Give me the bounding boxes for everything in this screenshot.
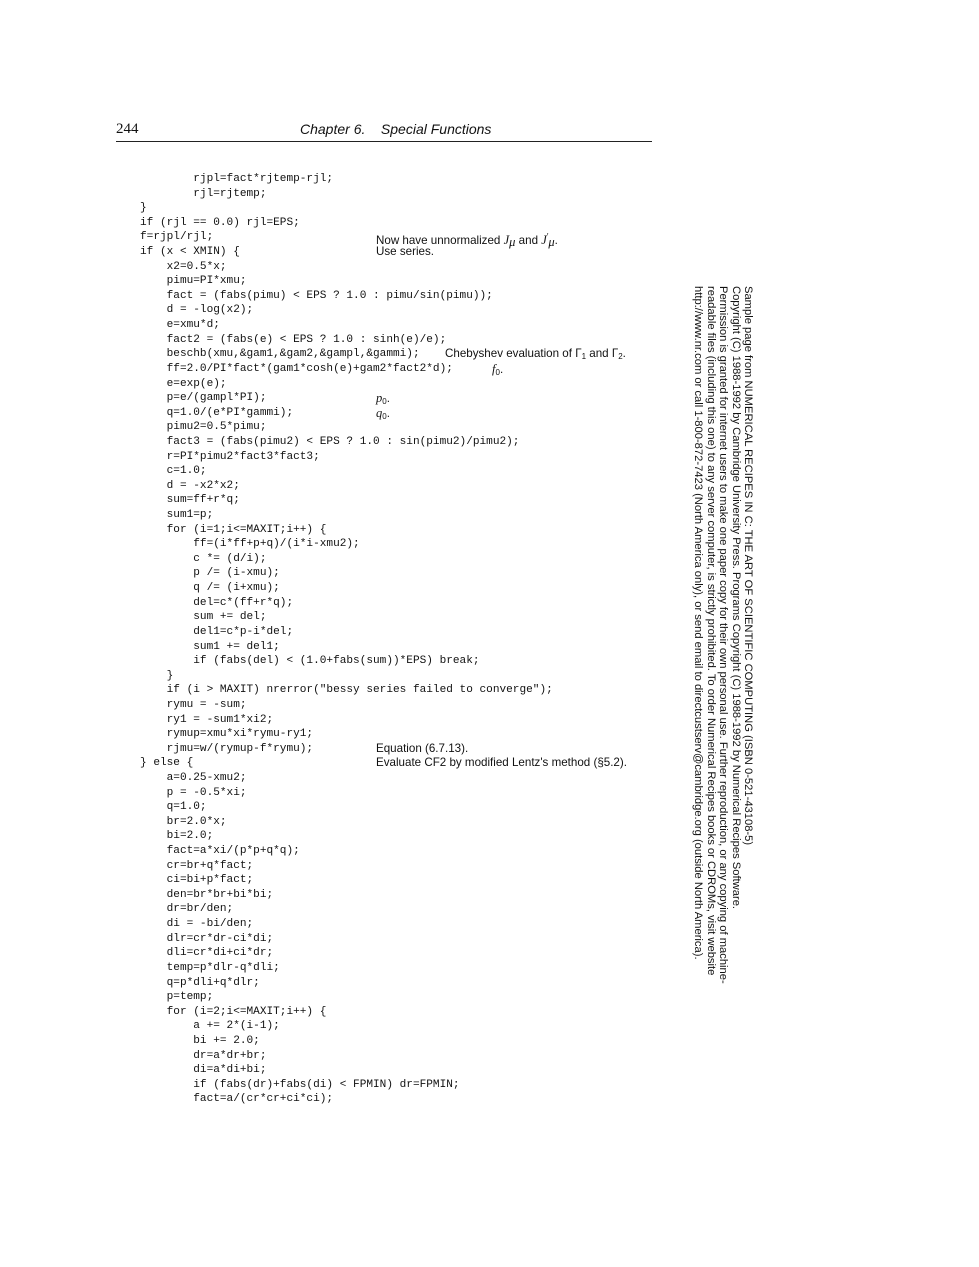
code-line: cr=br+q*fact; bbox=[140, 859, 254, 872]
code-line: } else { Evaluate CF2 by modified Lentz's method (§5.2). bbox=[140, 756, 627, 770]
code-line: beschb(xmu,&gam1,&gam2,&gampl,&gammi); Chebyshev evaluation of $\Gamma_1$ and $\Gamma_2$. bbox=[140, 347, 553, 362]
code-line: rymup=xmu*xi*rymu-ry1; bbox=[140, 728, 314, 741]
code-comment: Use series. bbox=[376, 245, 434, 259]
code-line: rjpl=fact*rjtemp-rjl; bbox=[140, 173, 334, 185]
code-comment: Equation (6.7.13). bbox=[376, 741, 469, 755]
code-line: for (i=1;i<=MAXIT;i++) { bbox=[140, 523, 327, 536]
code-line: sum1=p; bbox=[140, 509, 214, 522]
code-line: bi += 2.0; bbox=[140, 1034, 260, 1047]
page-number: 244 bbox=[116, 121, 139, 137]
code-line: q=p*dli+q*dlr; bbox=[140, 976, 260, 989]
sidebar-notice-line: Copyright (C) 1988-1992 by Cambridge University Press. Programs Copyright (C) 1988-1992 by Numerical Recipes Software. bbox=[729, 286, 742, 910]
code-line: p=e/(gampl*PI); $p_0$. bbox=[140, 391, 553, 406]
code-comment: Evaluate CF2 by modified Lentz's method (§5.2). bbox=[376, 756, 627, 770]
sidebar-notice-line: Sample page from NUMERICAL RECIPES IN C: THE ART OF SCIENTIFIC COMPUTING (ISBN 0-521-43108-5) bbox=[742, 286, 754, 846]
code-line: ry1 = -sum1*xi2; bbox=[140, 713, 274, 726]
code-line: fact3 = (fabs(pimu2) < EPS ? 1.0 : sin(pimu2)/pimu2); bbox=[140, 435, 520, 448]
code-line: rjmu=w/(rymup-f*rymu); Equation (6.7.13). bbox=[140, 741, 469, 755]
code-line: sum=ff+r*q; bbox=[140, 494, 240, 507]
code-line: ci=bi+p*fact; bbox=[140, 874, 254, 887]
code-line: di=a*di+bi; bbox=[140, 1064, 267, 1077]
code-comment: $f_0$. bbox=[492, 361, 504, 377]
copyright-sidebar bbox=[690, 286, 754, 986]
code-line: temp=p*dlr-q*dli; bbox=[140, 961, 280, 974]
code-comment: Chebyshev evaluation of $\Gamma_1$ and $\Gamma_2$. bbox=[445, 347, 626, 362]
code-comment: Now have unnormalized $J_\mu$ and $J'_\mu$. bbox=[376, 232, 558, 250]
code-line: } bbox=[140, 669, 174, 682]
sidebar-notice-line: http://www.nr.com or call 1-800-872-7423 (North America only), or send email to directcustserv@cambridge.org (outside North America). bbox=[692, 286, 705, 960]
code-line: d = -log(x2); bbox=[140, 304, 254, 317]
code-line: p = -0.5*xi; bbox=[140, 786, 247, 799]
code-line: sum += del; bbox=[140, 611, 267, 624]
code-comment: $q_0$. bbox=[376, 405, 390, 421]
running-title: Chapter 6. Special Functions bbox=[300, 121, 492, 137]
code-line: c *= (d/i); bbox=[140, 552, 267, 565]
code-line: if (i > MAXIT) nrerror("bessy series failed to converge"); bbox=[140, 684, 553, 697]
code-line: for (i=2;i<=MAXIT;i++) { bbox=[140, 1005, 327, 1018]
code-line: dr=a*dr+br; bbox=[140, 1049, 267, 1062]
code-line: q=1.0/(e*PI*gammi); $q_0$. bbox=[140, 406, 553, 421]
code-line: d = -x2*x2; bbox=[140, 479, 240, 492]
code-line: dlr=cr*dr-ci*di; bbox=[140, 932, 274, 945]
code-line: } bbox=[140, 202, 147, 215]
code-line: ff=2.0/PI*fact*(gam1*cosh(e)+gam2*fact2*d); $f_0$. bbox=[140, 362, 553, 377]
code-line: if (rjl == 0.0) rjl=EPS; bbox=[140, 216, 300, 229]
code-line: fact = (fabs(pimu) < EPS ? 1.0 : pimu/sin(pimu)); bbox=[140, 289, 493, 302]
code-line: c=1.0; bbox=[140, 465, 207, 478]
code-comment: $p_0$. bbox=[376, 391, 390, 407]
code-line: if (fabs(dr)+fabs(di) < FPMIN) dr=FPMIN; bbox=[140, 1078, 460, 1091]
code-line: br=2.0*x; bbox=[140, 815, 227, 828]
code-line: q /= (i+xmu); bbox=[140, 582, 280, 595]
code-line: e=exp(e); bbox=[140, 377, 227, 390]
code-line: pimu=PI*xmu; bbox=[140, 275, 247, 288]
code-line: x2=0.5*x; bbox=[140, 260, 227, 273]
code-line: fact=a*xi/(p*p+q*q); bbox=[140, 845, 300, 858]
code-line: q=1.0; bbox=[140, 801, 207, 814]
code-line: dr=br/den; bbox=[140, 903, 234, 916]
code-line: a=0.25-xmu2; bbox=[140, 771, 247, 784]
code-line: if (fabs(del) < (1.0+fabs(sum))*EPS) break; bbox=[140, 655, 480, 668]
sidebar-notice-line: Permission is granted for internet users to make one paper copy for their own personal use. Further reproduction, or any copying of machine- bbox=[717, 286, 730, 984]
sidebar-notice-line: readable files (including this one) to any server computer, is strictly prohibited. To order Numerical Recipes books or CDROMs, visit website bbox=[704, 286, 717, 976]
code-line: den=br*br+bi*bi; bbox=[140, 888, 274, 901]
code-line: rjl=rjtemp; bbox=[140, 187, 267, 200]
code-line: ff=(i*ff+p+q)/(i*i-xmu2); bbox=[140, 538, 360, 551]
code-line: p /= (i-xmu); bbox=[140, 567, 280, 580]
code-line: del1=c*p-i*del; bbox=[140, 625, 294, 638]
code-line: dli=cr*di+ci*dr; bbox=[140, 947, 274, 960]
code-line: e=xmu*d; bbox=[140, 319, 220, 332]
code-line: fact=a/(cr*cr+ci*ci); bbox=[140, 1093, 334, 1106]
code-line: del=c*(ff+r*q); bbox=[140, 596, 294, 609]
code-line: r=PI*pimu2*fact3*fact3; bbox=[140, 450, 320, 463]
code-line: p=temp; bbox=[140, 991, 214, 1004]
code-line: a += 2*(i-1); bbox=[140, 1020, 280, 1033]
code-line: rymu = -sum; bbox=[140, 698, 247, 711]
code-line: if (x < XMIN) { Use series. bbox=[140, 245, 434, 259]
code-line: f=rjpl/rjl; Now have unnormalized $J_\mu$ and $J'_\mu$. bbox=[140, 230, 553, 245]
code-line: di = -bi/den; bbox=[140, 918, 254, 931]
code-line: sum1 += del1; bbox=[140, 640, 280, 653]
code-listing bbox=[140, 172, 627, 1107]
code-line: pimu2=0.5*pimu; bbox=[140, 421, 267, 434]
code-line: fact2 = (fabs(e) < EPS ? 1.0 : sinh(e)/e); bbox=[140, 333, 447, 346]
code-line: bi=2.0; bbox=[140, 830, 214, 843]
page-header bbox=[116, 121, 652, 142]
